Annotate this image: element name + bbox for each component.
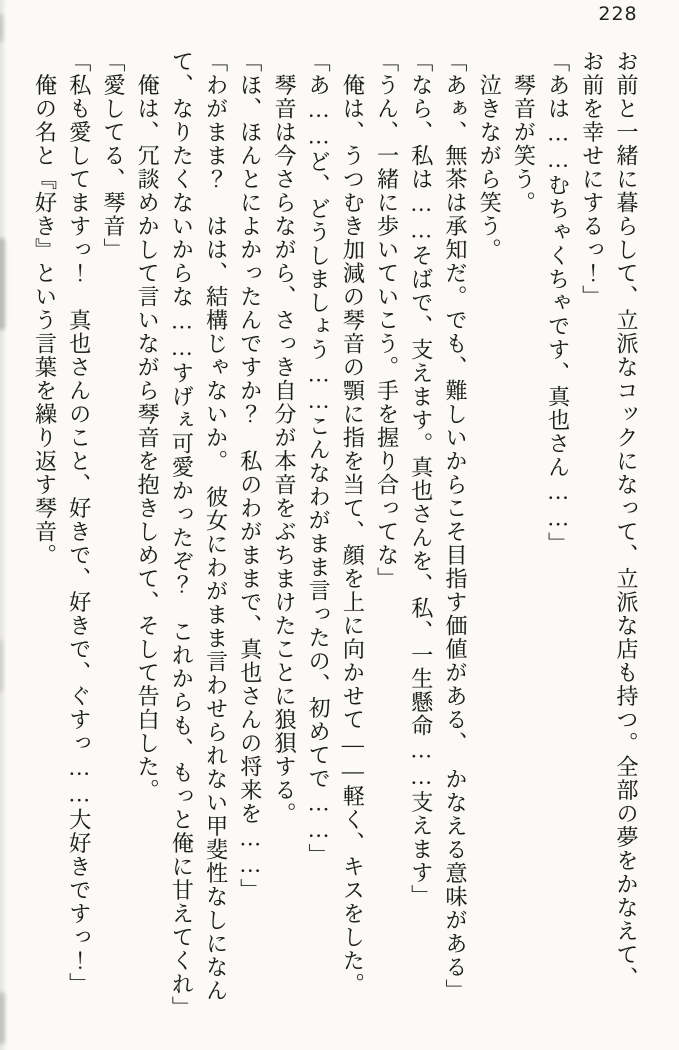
text-column: 泣きながら笑う。 bbox=[477, 50, 503, 262]
text-column: 「うん、一緒に歩いていこう。手を握り合ってな」 bbox=[374, 50, 400, 591]
text-column: 俺は、うつむき加減の琴音の顎に指を当て、顔を上に向かせて――軽く、キスをした。 bbox=[340, 50, 366, 996]
page-number: 228 bbox=[598, 3, 638, 25]
text-column: 「ほ、ほんとによかったんですか？ 私のわがままで、真也さんの将来を……」 bbox=[237, 50, 263, 902]
text-column: 琴音が笑う。 bbox=[511, 50, 537, 215]
text-column: 「愛してる、琴音」 bbox=[100, 50, 126, 262]
text-column: お前と一緒に暮らして、立派なコックになって、立派な店も持つ。全部の夢をかなえて、 bbox=[614, 50, 639, 990]
scan-artifact bbox=[0, 992, 5, 1044]
text-column: 「あぁ、無茶は承知だ。でも、難しいからこそ目指す価値がある、 かなえる意味がある」 bbox=[442, 50, 468, 1003]
text-column: 「わがまま？ はは、結構じゃないか。 彼女にわがまま言わせられない甲斐性なしになん bbox=[203, 50, 229, 1003]
text-column: 俺は、冗談めかして言いながら琴音を抱きしめて、そして告白した。 bbox=[135, 50, 161, 802]
text-column: 「私も愛してますっ！ 真也さんのこと、好きで、好きで、ぐすっ……大好きですっ！」 bbox=[66, 50, 92, 996]
scan-artifact bbox=[0, 14, 3, 42]
text-column: 「あ……ど、どうしましょう……こんなわがまま言ったの、初めてで……」 bbox=[306, 50, 332, 867]
text-column: 「なら、私は……そばで、支えます。真也さんを、私、一生懸命……支えます」 bbox=[408, 50, 434, 908]
page-text bbox=[27, 50, 643, 1045]
scan-edge-shadow bbox=[0, 0, 7, 1050]
scan-artifact bbox=[0, 640, 3, 692]
text-column: 「あは……むちゃくちゃです、真也さん……」 bbox=[545, 50, 571, 556]
text-column: 琴音は今さらながら、さっき自分が本音をぶちまけたことに狼狽する。 bbox=[271, 50, 297, 826]
text-column: て、なりたくないからな……すげぇ可愛かったぞ？ これからも、もっと俺に甘えてくれ」 bbox=[169, 50, 195, 1020]
text-column: 俺の名と『好き』という言葉を繰り返す琴音。 bbox=[32, 50, 58, 567]
text-column: お前を幸せにするっ！」 bbox=[579, 50, 605, 309]
scan-artifact bbox=[0, 238, 5, 330]
